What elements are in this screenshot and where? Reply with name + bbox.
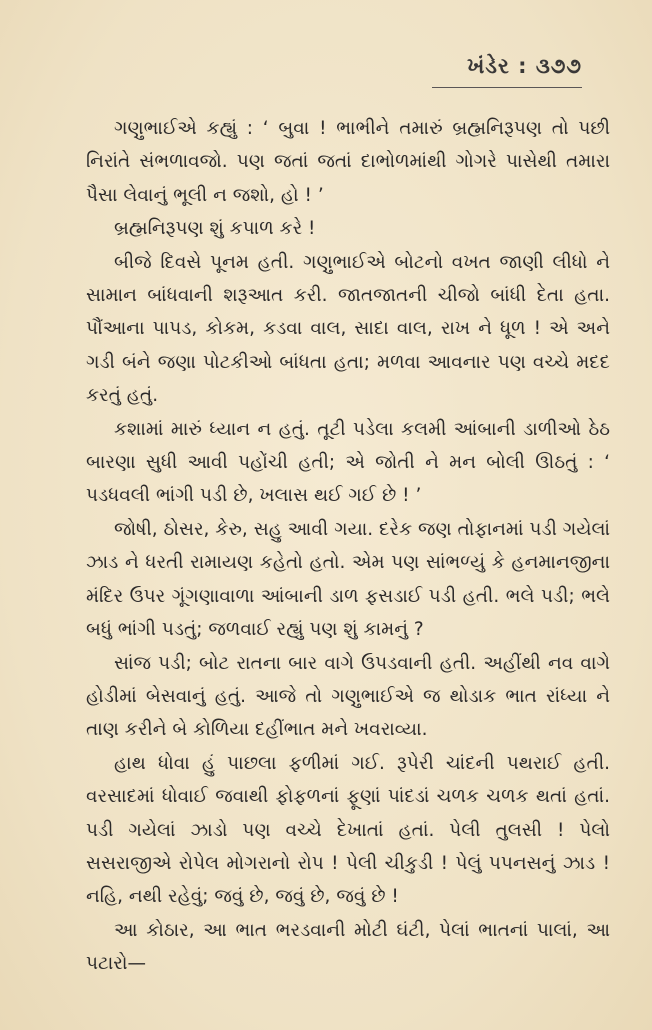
page-header <box>432 54 582 88</box>
page-body <box>86 112 610 981</box>
paragraph: હાથ ધોવા હું પાછલા ફળીમાં ગઈ. રૂપેરી ચાંદની પથરાઈ હતી. વરસાદમાં ધોવાઈ જવાથી ફોફળનાં ફૂણાં પાંદડાં ચળક ચળક થતાં હતાં. પડી ગયેલાં ઝાડો પણ વચ્ચે દેખાતાં હતાં. પેલી તુલસી ! પેલો સસરાજીએ રોપેલ મોગરાનો રોપ ! પેલી ચીકુડી ! પેલું પપનસનું ઝાડ ! નહિ, નથી રહેવું; જવું છે, જવું છે, જવું છે ! <box>86 752 610 908</box>
running-header: ખંડેર : ૩૭૭ <box>467 54 582 78</box>
paragraph: ગણુભાઈએ કહ્યું : ‘ બુવા ! ભાભીને તમારું બ્રહ્મનિરૂપણ તો પછી નિરાંતે સંભળાવજો. પણ જતાં જતાં દાભોળમાંથી ગોગરે પાસેથી તમારા પૈસા લેવાનું ભૂલી ન જશો, હો ! ’ <box>86 118 610 206</box>
paragraph: આ કોઠાર, આ ભાત ભરડવાની મોટી ઘંટી, પેલાં ભાતનાં પાલાં, આ પટારો— <box>86 919 610 975</box>
paragraph: જોષી, ઠોસર, કેરુ, સહુ આવી ગયા. દરેક જણ તોફાનમાં પડી ગયેલાં ઝાડ ને ધરતી રામાયણ કહેતો હતો. એમ પણ સાંભળ્યું કે હનમાનજીના મંદિર ઉપર ગૂંગણાવાળા આંબાની ડાળ ફસડાઈ પડી હતી. ભલે પડી; ભલે બધું ભાંગી પડતું; જળવાઈ રહ્યું પણ શું કામનું ? <box>86 518 610 641</box>
paragraph: કશામાં મારું ધ્યાન ન હતું. તૂટી પડેલા કલમી આંબાની ડાળીઓ ઠેઠ બારણા સુધી આવી પહોંચી હતી; એ જોતી ને મન બોલી ઊઠતું : ‘ પડધવલી ભાંગી પડી છે, ખલાસ થઈ ગઈ છે ! ’ <box>86 418 610 507</box>
paragraph: બીજે દિવસે પૂનમ હતી. ગણુભાઈએ બોટનો વખત જાણી લીધો ને સામાન બાંધવાની શરૂઆત કરી. જાતજાતની ચીજો બાંધી દેતા હતા. પૌંઆના પાપડ, કોકમ, કડવા વાલ, સાદા વાલ, રાખ ને ધૂળ ! એ અને ગડી બંને જણા પોટકીઓ બાંધતા હતા; મળવા આવનાર પણ વચ્ચે મદદ કરતું હતું. <box>86 251 610 407</box>
paragraph: બ્રહ્મનિરૂપણ શું કપાળ કરે ! <box>114 218 316 240</box>
paragraph: સાંજ પડી; બોટ રાતના બાર વાગે ઉપડવાની હતી. અહીંથી નવ વાગે હોડીમાં બેસવાનું હતું. આજે તો ગણુભાઈએ જ થોડાક ભાત રાંધ્યા ને તાણ કરીને બે કોળિયા દહીંભાત મને ખવરાવ્યા. <box>86 652 610 741</box>
header-underline <box>432 87 582 88</box>
